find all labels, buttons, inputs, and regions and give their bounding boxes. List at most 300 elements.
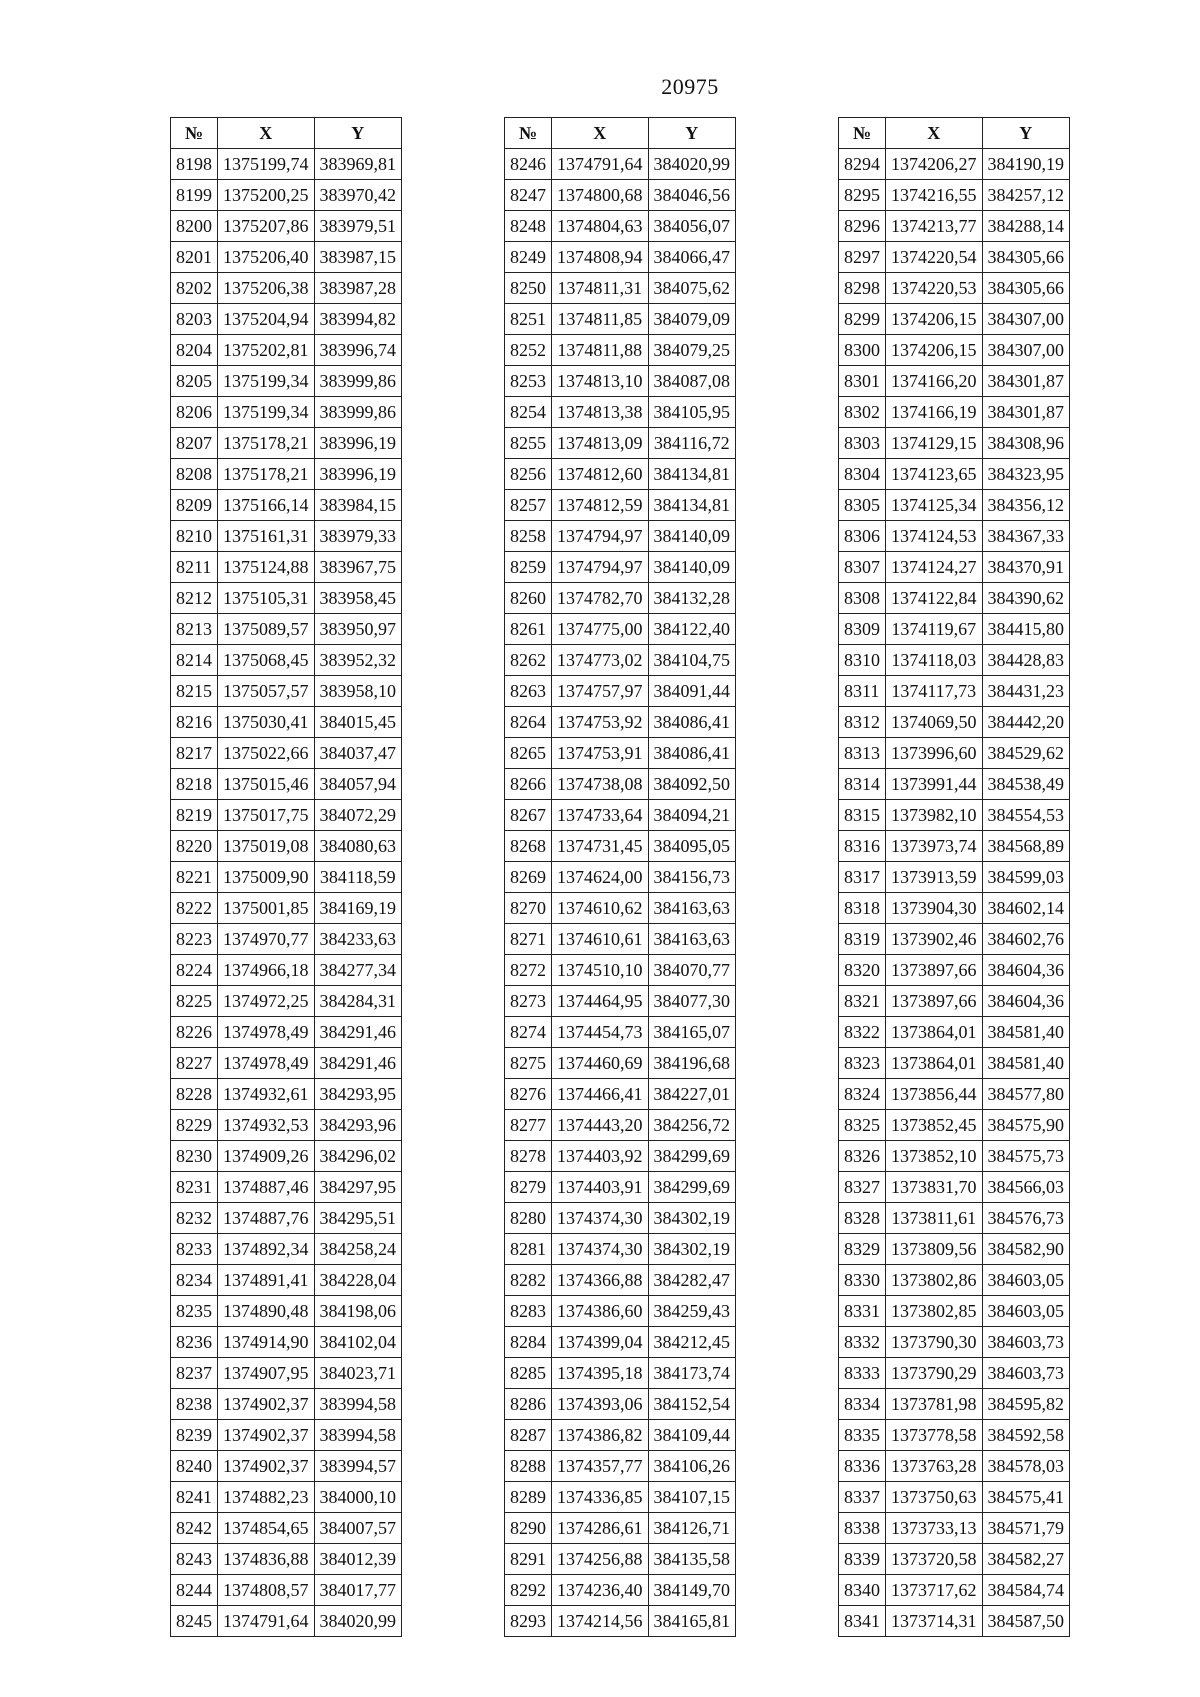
table-row: [505, 986, 736, 1017]
point-number-cell: 8281: [505, 1234, 552, 1265]
y-coordinate-cell: 384603,05: [982, 1296, 1070, 1327]
x-coordinate-cell: 1375089,57: [218, 614, 315, 645]
x-coordinate-cell: 1375001,85: [218, 893, 315, 924]
point-number-cell: 8248: [505, 211, 552, 242]
table-row: [505, 459, 736, 490]
table-row: [839, 614, 1070, 645]
table-row: [505, 614, 736, 645]
point-number-cell: 8300: [839, 335, 886, 366]
y-coordinate-cell: 384256,72: [648, 1110, 736, 1141]
x-coordinate-cell: 1375161,31: [218, 521, 315, 552]
y-coordinate-cell: 384370,91: [982, 552, 1070, 583]
point-number-cell: 8216: [171, 707, 218, 738]
x-coordinate-cell: 1374812,60: [552, 459, 649, 490]
x-coordinate-cell: 1374813,09: [552, 428, 649, 459]
y-coordinate-cell: 384077,30: [648, 986, 736, 1017]
x-coordinate-cell: 1375202,81: [218, 335, 315, 366]
table-row: [839, 149, 1070, 180]
point-number-cell: 8315: [839, 800, 886, 831]
table-row: [839, 1389, 1070, 1420]
y-coordinate-cell: 384107,15: [648, 1482, 736, 1513]
point-number-cell: 8330: [839, 1265, 886, 1296]
x-coordinate-cell: 1373856,44: [886, 1079, 983, 1110]
y-coordinate-cell: 384134,81: [648, 490, 736, 521]
x-coordinate-cell: 1374357,77: [552, 1451, 649, 1482]
x-coordinate-cell: 1375206,38: [218, 273, 315, 304]
y-coordinate-cell: 384293,96: [314, 1110, 402, 1141]
x-coordinate-cell: 1374811,88: [552, 335, 649, 366]
x-coordinate-cell: 1375204,94: [218, 304, 315, 335]
x-coordinate-cell: 1375199,74: [218, 149, 315, 180]
point-number-cell: 8276: [505, 1079, 552, 1110]
table-row: [505, 1079, 736, 1110]
point-number-cell: 8286: [505, 1389, 552, 1420]
x-coordinate-cell: 1374624,00: [552, 862, 649, 893]
x-coordinate-cell: 1374791,64: [218, 1606, 315, 1637]
table-row: [171, 1358, 402, 1389]
x-coordinate-cell: 1374813,10: [552, 366, 649, 397]
y-coordinate-cell: 384066,47: [648, 242, 736, 273]
x-coordinate-cell: 1374738,08: [552, 769, 649, 800]
point-number-cell: 8228: [171, 1079, 218, 1110]
x-coordinate-cell: 1374386,60: [552, 1296, 649, 1327]
table-row: [839, 1575, 1070, 1606]
x-coordinate-cell: 1374978,49: [218, 1017, 315, 1048]
table-row: [171, 583, 402, 614]
y-coordinate-cell: 384415,80: [982, 614, 1070, 645]
header-row: [839, 118, 1070, 149]
table-row: [839, 366, 1070, 397]
y-coordinate-cell: 384132,28: [648, 583, 736, 614]
y-coordinate-cell: 384087,08: [648, 366, 736, 397]
column-header-x: X: [886, 118, 983, 149]
point-number-cell: 8304: [839, 459, 886, 490]
table-row: [171, 1203, 402, 1234]
table-row: [505, 1234, 736, 1265]
y-coordinate-cell: 384592,58: [982, 1420, 1070, 1451]
table-row: [839, 1234, 1070, 1265]
point-number-cell: 8278: [505, 1141, 552, 1172]
point-number-cell: 8215: [171, 676, 218, 707]
x-coordinate-cell: 1374794,97: [552, 521, 649, 552]
x-coordinate-cell: 1373852,10: [886, 1141, 983, 1172]
point-number-cell: 8232: [171, 1203, 218, 1234]
y-coordinate-cell: 384020,99: [314, 1606, 402, 1637]
table-row: [839, 1110, 1070, 1141]
point-number-cell: 8317: [839, 862, 886, 893]
y-coordinate-cell: 383967,75: [314, 552, 402, 583]
table-row: [839, 335, 1070, 366]
point-number-cell: 8230: [171, 1141, 218, 1172]
y-coordinate-cell: 383996,74: [314, 335, 402, 366]
table-row: [505, 1296, 736, 1327]
x-coordinate-cell: 1374854,65: [218, 1513, 315, 1544]
table-row: [839, 1203, 1070, 1234]
table-row: [839, 831, 1070, 862]
x-coordinate-cell: 1374887,46: [218, 1172, 315, 1203]
x-coordinate-cell: 1374460,69: [552, 1048, 649, 1079]
table-row: [505, 831, 736, 862]
x-coordinate-cell: 1373750,63: [886, 1482, 983, 1513]
table-row: [839, 707, 1070, 738]
x-coordinate-cell: 1374610,61: [552, 924, 649, 955]
y-coordinate-cell: 384102,04: [314, 1327, 402, 1358]
point-number-cell: 8325: [839, 1110, 886, 1141]
point-number-cell: 8200: [171, 211, 218, 242]
table-row: [505, 1110, 736, 1141]
table-row: [171, 149, 402, 180]
table-row: [171, 955, 402, 986]
x-coordinate-cell: 1374256,88: [552, 1544, 649, 1575]
x-coordinate-cell: 1373864,01: [886, 1048, 983, 1079]
x-coordinate-cell: 1374393,06: [552, 1389, 649, 1420]
point-number-cell: 8291: [505, 1544, 552, 1575]
table-row: [171, 893, 402, 924]
y-coordinate-cell: 384291,46: [314, 1017, 402, 1048]
table-row: [839, 1172, 1070, 1203]
column-header-x: X: [218, 118, 315, 149]
x-coordinate-cell: 1373781,98: [886, 1389, 983, 1420]
x-coordinate-cell: 1374932,61: [218, 1079, 315, 1110]
x-coordinate-cell: 1374890,48: [218, 1296, 315, 1327]
point-number-cell: 8314: [839, 769, 886, 800]
table-row: [171, 1420, 402, 1451]
y-coordinate-cell: 384140,09: [648, 552, 736, 583]
y-coordinate-cell: 383999,86: [314, 397, 402, 428]
point-number-cell: 8268: [505, 831, 552, 862]
point-number-cell: 8224: [171, 955, 218, 986]
y-coordinate-cell: 383994,58: [314, 1389, 402, 1420]
y-coordinate-cell: 384578,03: [982, 1451, 1070, 1482]
table-row: [171, 335, 402, 366]
point-number-cell: 8335: [839, 1420, 886, 1451]
y-coordinate-cell: 384305,66: [982, 242, 1070, 273]
table-row: [839, 1048, 1070, 1079]
x-coordinate-cell: 1375022,66: [218, 738, 315, 769]
point-number-cell: 8261: [505, 614, 552, 645]
x-coordinate-cell: 1374119,67: [886, 614, 983, 645]
x-coordinate-cell: 1373996,60: [886, 738, 983, 769]
table-row: [171, 397, 402, 428]
table-row: [839, 1017, 1070, 1048]
x-coordinate-cell: 1374395,18: [552, 1358, 649, 1389]
y-coordinate-cell: 384308,96: [982, 428, 1070, 459]
y-coordinate-cell: 384554,53: [982, 800, 1070, 831]
y-coordinate-cell: 384122,40: [648, 614, 736, 645]
point-number-cell: 8253: [505, 366, 552, 397]
table-row: [505, 397, 736, 428]
y-coordinate-cell: 384307,00: [982, 335, 1070, 366]
x-coordinate-cell: 1374892,34: [218, 1234, 315, 1265]
y-coordinate-cell: 384603,05: [982, 1265, 1070, 1296]
x-coordinate-cell: 1374782,70: [552, 583, 649, 614]
point-number-cell: 8245: [171, 1606, 218, 1637]
point-number-cell: 8250: [505, 273, 552, 304]
point-number-cell: 8205: [171, 366, 218, 397]
y-coordinate-cell: 384282,47: [648, 1265, 736, 1296]
x-coordinate-cell: 1375030,41: [218, 707, 315, 738]
table-row: [839, 676, 1070, 707]
point-number-cell: 8218: [171, 769, 218, 800]
point-number-cell: 8309: [839, 614, 886, 645]
table-row: [505, 676, 736, 707]
y-coordinate-cell: 383987,15: [314, 242, 402, 273]
x-coordinate-cell: 1374791,64: [552, 149, 649, 180]
y-coordinate-cell: 384302,19: [648, 1203, 736, 1234]
point-number-cell: 8277: [505, 1110, 552, 1141]
table-row: [505, 645, 736, 676]
x-coordinate-cell: 1375057,57: [218, 676, 315, 707]
point-number-cell: 8299: [839, 304, 886, 335]
x-coordinate-cell: 1374125,34: [886, 490, 983, 521]
y-coordinate-cell: 384091,44: [648, 676, 736, 707]
y-coordinate-cell: 384198,06: [314, 1296, 402, 1327]
x-coordinate-cell: 1374800,68: [552, 180, 649, 211]
x-coordinate-cell: 1374118,03: [886, 645, 983, 676]
point-number-cell: 8292: [505, 1575, 552, 1606]
y-coordinate-cell: 384057,94: [314, 769, 402, 800]
table-row: [505, 955, 736, 986]
point-number-cell: 8332: [839, 1327, 886, 1358]
header-row: [171, 118, 402, 149]
table-row: [505, 1203, 736, 1234]
point-number-cell: 8321: [839, 986, 886, 1017]
point-number-cell: 8307: [839, 552, 886, 583]
y-coordinate-cell: 384587,50: [982, 1606, 1070, 1637]
x-coordinate-cell: 1374443,20: [552, 1110, 649, 1141]
table-row: [171, 1482, 402, 1513]
y-coordinate-cell: 383969,81: [314, 149, 402, 180]
point-number-cell: 8333: [839, 1358, 886, 1389]
x-coordinate-cell: 1374731,45: [552, 831, 649, 862]
point-number-cell: 8242: [171, 1513, 218, 1544]
y-coordinate-cell: 383984,15: [314, 490, 402, 521]
x-coordinate-cell: 1374386,82: [552, 1420, 649, 1451]
y-coordinate-cell: 384302,19: [648, 1234, 736, 1265]
y-coordinate-cell: 384163,63: [648, 893, 736, 924]
x-coordinate-cell: 1374887,76: [218, 1203, 315, 1234]
point-number-cell: 8244: [171, 1575, 218, 1606]
point-number-cell: 8239: [171, 1420, 218, 1451]
table-row: [505, 366, 736, 397]
point-number-cell: 8206: [171, 397, 218, 428]
point-number-cell: 8312: [839, 707, 886, 738]
y-coordinate-cell: 384056,07: [648, 211, 736, 242]
point-number-cell: 8214: [171, 645, 218, 676]
table-row: [839, 304, 1070, 335]
x-coordinate-cell: 1374808,57: [218, 1575, 315, 1606]
x-coordinate-cell: 1374220,53: [886, 273, 983, 304]
point-number-cell: 8313: [839, 738, 886, 769]
table-row: [505, 1172, 736, 1203]
x-coordinate-cell: 1374773,02: [552, 645, 649, 676]
table-row: [171, 862, 402, 893]
y-coordinate-cell: 384173,74: [648, 1358, 736, 1389]
table-row: [839, 211, 1070, 242]
point-number-cell: 8274: [505, 1017, 552, 1048]
table-row: [171, 1544, 402, 1575]
y-coordinate-cell: 384105,95: [648, 397, 736, 428]
y-coordinate-cell: 384604,36: [982, 986, 1070, 1017]
table-row: [505, 893, 736, 924]
point-number-cell: 8259: [505, 552, 552, 583]
table-row: [505, 1420, 736, 1451]
y-coordinate-cell: 384323,95: [982, 459, 1070, 490]
y-coordinate-cell: 384007,57: [314, 1513, 402, 1544]
x-coordinate-cell: 1375206,40: [218, 242, 315, 273]
x-coordinate-cell: 1375009,90: [218, 862, 315, 893]
column-header-number: №: [839, 118, 886, 149]
table-row: [171, 180, 402, 211]
x-coordinate-cell: 1374907,95: [218, 1358, 315, 1389]
table-row: [505, 304, 736, 335]
y-coordinate-cell: 384301,87: [982, 366, 1070, 397]
point-number-cell: 8303: [839, 428, 886, 459]
point-number-cell: 8289: [505, 1482, 552, 1513]
y-coordinate-cell: 384301,87: [982, 397, 1070, 428]
y-coordinate-cell: 384165,07: [648, 1017, 736, 1048]
x-coordinate-cell: 1373790,30: [886, 1327, 983, 1358]
point-number-cell: 8251: [505, 304, 552, 335]
x-coordinate-cell: 1373790,29: [886, 1358, 983, 1389]
y-coordinate-cell: 384291,46: [314, 1048, 402, 1079]
table-row: [171, 242, 402, 273]
point-number-cell: 8273: [505, 986, 552, 1017]
x-coordinate-cell: 1375199,34: [218, 397, 315, 428]
x-coordinate-cell: 1375068,45: [218, 645, 315, 676]
table-row: [505, 273, 736, 304]
table-row: [505, 1141, 736, 1172]
point-number-cell: 8249: [505, 242, 552, 273]
table-row: [171, 1575, 402, 1606]
x-coordinate-cell: 1374216,55: [886, 180, 983, 211]
y-coordinate-cell: 384603,73: [982, 1358, 1070, 1389]
table-row: [171, 1513, 402, 1544]
table-row: [505, 1544, 736, 1575]
x-coordinate-cell: 1373717,62: [886, 1575, 983, 1606]
y-coordinate-cell: 384367,33: [982, 521, 1070, 552]
x-coordinate-cell: 1374166,19: [886, 397, 983, 428]
y-coordinate-cell: 383958,10: [314, 676, 402, 707]
x-coordinate-cell: 1374932,53: [218, 1110, 315, 1141]
y-coordinate-cell: 383952,32: [314, 645, 402, 676]
y-coordinate-cell: 384072,29: [314, 800, 402, 831]
point-number-cell: 8227: [171, 1048, 218, 1079]
point-number-cell: 8207: [171, 428, 218, 459]
x-coordinate-cell: 1374757,97: [552, 676, 649, 707]
table-row: [839, 428, 1070, 459]
y-coordinate-cell: 384116,72: [648, 428, 736, 459]
y-coordinate-cell: 384233,63: [314, 924, 402, 955]
point-number-cell: 8318: [839, 893, 886, 924]
table-row: [839, 1420, 1070, 1451]
y-coordinate-cell: 384106,26: [648, 1451, 736, 1482]
x-coordinate-cell: 1374454,73: [552, 1017, 649, 1048]
point-number-cell: 8327: [839, 1172, 886, 1203]
point-number-cell: 8331: [839, 1296, 886, 1327]
table-row: [171, 304, 402, 335]
y-coordinate-cell: 384293,95: [314, 1079, 402, 1110]
table-row: [839, 862, 1070, 893]
y-coordinate-cell: 384258,24: [314, 1234, 402, 1265]
x-coordinate-cell: 1374220,54: [886, 242, 983, 273]
y-coordinate-cell: 384575,90: [982, 1110, 1070, 1141]
y-coordinate-cell: 383994,57: [314, 1451, 402, 1482]
x-coordinate-cell: 1374966,18: [218, 955, 315, 986]
point-number-cell: 8329: [839, 1234, 886, 1265]
x-coordinate-cell: 1375017,75: [218, 800, 315, 831]
point-number-cell: 8246: [505, 149, 552, 180]
y-coordinate-cell: 384296,02: [314, 1141, 402, 1172]
point-number-cell: 8243: [171, 1544, 218, 1575]
table-row: [505, 1358, 736, 1389]
table-row: [505, 1482, 736, 1513]
x-coordinate-cell: 1373904,30: [886, 893, 983, 924]
table-row: [505, 1513, 736, 1544]
point-number-cell: 8231: [171, 1172, 218, 1203]
table-row: [839, 1606, 1070, 1637]
y-coordinate-cell: 384356,12: [982, 490, 1070, 521]
point-number-cell: 8324: [839, 1079, 886, 1110]
point-number-cell: 8336: [839, 1451, 886, 1482]
table-row: [839, 1513, 1070, 1544]
point-number-cell: 8202: [171, 273, 218, 304]
x-coordinate-cell: 1374813,38: [552, 397, 649, 428]
y-coordinate-cell: 384135,58: [648, 1544, 736, 1575]
x-coordinate-cell: 1374811,31: [552, 273, 649, 304]
x-coordinate-cell: 1373763,28: [886, 1451, 983, 1482]
column-header-y: Y: [648, 118, 736, 149]
table-row: [171, 1079, 402, 1110]
table-row: [171, 1606, 402, 1637]
y-coordinate-cell: 384295,51: [314, 1203, 402, 1234]
x-coordinate-cell: 1375200,25: [218, 180, 315, 211]
column-header-x: X: [552, 118, 649, 149]
y-coordinate-cell: 384080,63: [314, 831, 402, 862]
point-number-cell: 8225: [171, 986, 218, 1017]
point-number-cell: 8260: [505, 583, 552, 614]
x-coordinate-cell: 1374753,92: [552, 707, 649, 738]
point-number-cell: 8293: [505, 1606, 552, 1637]
table-row: [839, 459, 1070, 490]
point-number-cell: 8223: [171, 924, 218, 955]
y-coordinate-cell: 384169,19: [314, 893, 402, 924]
x-coordinate-cell: 1374129,15: [886, 428, 983, 459]
x-coordinate-cell: 1374123,65: [886, 459, 983, 490]
y-coordinate-cell: 384582,27: [982, 1544, 1070, 1575]
point-number-cell: 8255: [505, 428, 552, 459]
x-coordinate-cell: 1374206,15: [886, 304, 983, 335]
point-number-cell: 8275: [505, 1048, 552, 1079]
x-coordinate-cell: 1373991,44: [886, 769, 983, 800]
y-coordinate-cell: 384257,12: [982, 180, 1070, 211]
y-coordinate-cell: 383994,58: [314, 1420, 402, 1451]
table-row: [505, 1265, 736, 1296]
point-number-cell: 8279: [505, 1172, 552, 1203]
table-row: [839, 769, 1070, 800]
point-number-cell: 8221: [171, 862, 218, 893]
point-number-cell: 8263: [505, 676, 552, 707]
y-coordinate-cell: 384095,05: [648, 831, 736, 862]
point-number-cell: 8219: [171, 800, 218, 831]
point-number-cell: 8282: [505, 1265, 552, 1296]
table-row: [171, 924, 402, 955]
x-coordinate-cell: 1374374,30: [552, 1203, 649, 1234]
table-row: [171, 831, 402, 862]
y-coordinate-cell: 384015,45: [314, 707, 402, 738]
point-number-cell: 8341: [839, 1606, 886, 1637]
point-number-cell: 8285: [505, 1358, 552, 1389]
